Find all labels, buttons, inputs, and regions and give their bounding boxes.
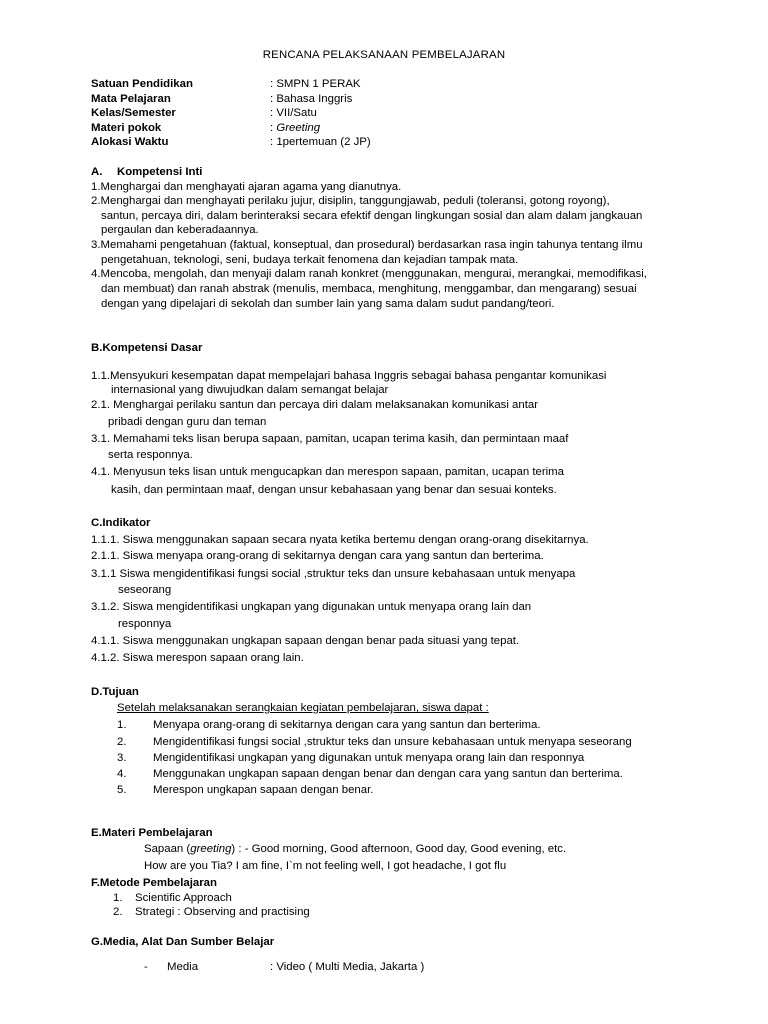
section-c-heading: C.Indikator	[91, 517, 151, 529]
section-a-line: 2.Menghargai dan menghayati perilaku jujur, disiplin, tanggungjawab, peduli (toleransi, gotong royong),	[91, 195, 610, 207]
section-a-line: 4.Mencoba, mengolah, dan menyaji dalam ranah konkret (menggunakan, mengurai, merangkai, memodifikasi,	[91, 268, 647, 280]
section-b-line: kasih, dan permintaan maaf, dengan unsur kebahasaan yang benar dan sesuai konteks.	[111, 484, 557, 496]
list-item-number: 1.	[117, 719, 127, 731]
media-label: Media	[167, 961, 199, 973]
section-b-line: pribadi dengan guru dan teman	[108, 416, 267, 428]
section-f-heading: F.Metode Pembelajaran	[91, 877, 217, 889]
section-c-line: 3.1.2. Siswa mengidentifikasi ungkapan yang digunakan untuk menyapa orang lain dan	[91, 601, 532, 613]
identity-value	[270, 121, 320, 135]
section-b-line: 1.1.Mensyukuri kesempatan dapat mempelajari bahasa Inggris sebagai bahasa pengantar komunikasi	[91, 370, 607, 382]
materi-line: How are you Tia? I am fine, I`m not feeling well, I got headache, I got flu	[144, 860, 507, 872]
list-item-text: Mengidentifikasi fungsi social ,struktur teks dan unsure kebahasaan untuk menyapa seseorang	[153, 736, 632, 748]
materi-prefix: Sapaan (	[144, 843, 191, 855]
section-d-intro: Setelah melaksanakan serangkaian kegiatan pembelajaran, siswa dapat :	[117, 702, 489, 714]
identity-value: : SMPN 1 PERAK	[270, 78, 361, 90]
materi-line	[144, 842, 566, 856]
identity-label: Alokasi Waktu	[91, 136, 169, 148]
section-b-line: 4.1. Menyusun teks lisan untuk mengucapkan dan merespon sapaan, pamitan, ucapan terima	[91, 466, 565, 478]
section-b-line: 3.1. Memahami teks lisan berupa sapaan, pamitan, ucapan terima kasih, dan permintaan maaf	[91, 433, 569, 445]
section-e-heading: E.Materi Pembelajaran	[91, 827, 213, 839]
identity-value: : Bahasa Inggris	[270, 93, 353, 105]
list-bullet: -	[144, 961, 148, 973]
section-b-line: 2.1. Menghargai perilaku santun dan percaya diri dalam melaksanakan komunikasi antar	[91, 399, 539, 411]
list-item-text: Mengidentifikasi ungkapan yang digunakan untuk menyapa orang lain dan responnya	[153, 752, 585, 764]
identity-label: Materi pokok	[91, 122, 162, 134]
section-c-line: 4.1.1. Siswa menggunakan ungkapan sapaan dengan benar pada situasi yang tepat.	[91, 635, 520, 647]
identity-value-italic: Greeting	[276, 122, 321, 134]
section-d-heading: D.Tujuan	[91, 686, 139, 698]
section-a-line: pengetahuan, teknologi, seni, budaya terkait fenomena dan kejadian tampak mata.	[101, 254, 519, 266]
section-c-line: responnya	[118, 618, 172, 630]
section-a-line: dan membuat) dan ranah abstrak (menulis, membaca, menghitung, menggambar, dan mengarang) sesuai	[101, 283, 637, 295]
document-title: RENCANA PELAKSANAAN PEMBELAJARAN	[262, 49, 506, 61]
list-item-text: Strategi : Observing and practising	[135, 906, 310, 918]
identity-value: : 1pertemuan (2 JP)	[270, 136, 371, 148]
list-item-number: 1.	[113, 892, 123, 904]
list-item-text: Scientific Approach	[135, 892, 232, 904]
section-b-line: internasional yang diwujudkan dalam semangat belajar	[111, 384, 389, 396]
list-item-number: 3.	[117, 752, 127, 764]
identity-label: Mata Pelajaran	[91, 93, 171, 105]
section-c-line: 2.1.1. Siswa menyapa orang-orang di sekitarnya dengan cara yang santun dan berterima.	[91, 550, 544, 562]
section-a-line: 3.Memahami pengetahuan (faktual, konseptual, dan prosedural) berdasarkan rasa ingin tahunya tentang ilmu	[91, 239, 643, 251]
section-a-line: dengan yang dipelajari di sekolah dan sumber lain yang sama dalam sudut pandang/teori.	[101, 298, 555, 310]
materi-suffix: ) : - Good morning, Good afternoon, Good day, Good evening, etc.	[231, 843, 567, 855]
list-item-text: Menggunakan ungkapan sapaan dengan benar dan dengan cara yang santun dan berterima.	[153, 768, 623, 780]
section-a-line: pergaulan dan keberadaannya.	[101, 224, 259, 236]
list-item-number: 4.	[117, 768, 127, 780]
list-item-number: 2.	[117, 736, 127, 748]
list-item-text: Merespon ungkapan sapaan dengan benar.	[153, 784, 374, 796]
section-a-marker: A.	[91, 166, 103, 178]
identity-value-prefix: :	[270, 122, 277, 134]
section-b-line: serta responnya.	[108, 449, 193, 461]
section-g-heading: G.Media, Alat Dan Sumber Belajar	[91, 936, 275, 948]
list-item-number: 5.	[117, 784, 127, 796]
list-item-number: 2.	[113, 906, 123, 918]
section-c-line: 1.1.1. Siswa menggunakan sapaan secara nyata ketika bertemu dengan orang-orang disekitarnya.	[91, 534, 589, 546]
identity-label: Satuan Pendidikan	[91, 78, 193, 90]
identity-value: : VII/Satu	[270, 107, 317, 119]
media-value: : Video ( Multi Media, Jakarta )	[270, 961, 425, 973]
materi-italic-term: greeting	[190, 843, 232, 855]
section-a-line: 1.Menghargai dan menghayati ajaran agama yang dianutnya.	[91, 181, 402, 193]
section-a-heading: Kompetensi Inti	[117, 166, 203, 178]
section-b-heading: B.Kompetensi Dasar	[91, 342, 203, 354]
section-c-line: seseorang	[118, 584, 172, 596]
identity-label: Kelas/Semester	[91, 107, 176, 119]
section-a-line: santun, percaya diri, dalam berinteraksi secara efektif dengan lingkungan sosial dan alam dalam jangkauan	[101, 210, 643, 222]
section-c-line: 3.1.1 Siswa mengidentifikasi fungsi social ,struktur teks dan unsure kebahasaan untuk menyapa	[91, 568, 576, 580]
list-item-text: Menyapa orang-orang di sekitarnya dengan cara yang santun dan berterima.	[153, 719, 541, 731]
section-c-line: 4.1.2. Siswa merespon sapaan orang lain.	[91, 652, 304, 664]
